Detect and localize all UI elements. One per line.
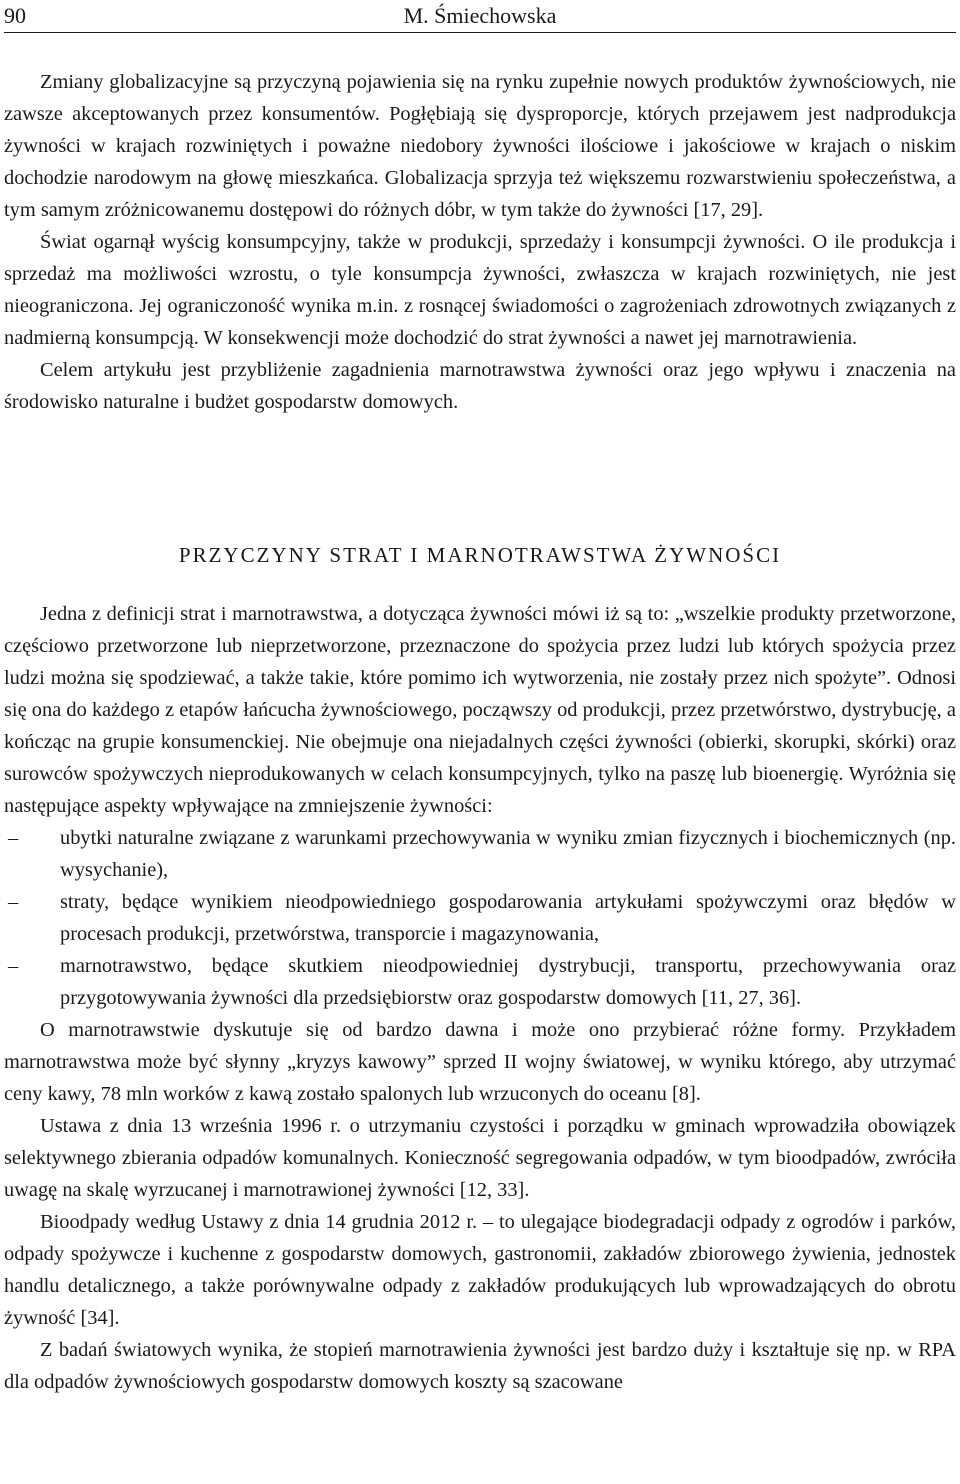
list-item [4,886,956,950]
dash-bullet: – [8,955,19,977]
section-text-block [4,598,956,1398]
list-item [4,950,956,1014]
running-header-author: M. Śmiechowska [403,3,557,28]
dash-bullet: – [8,891,19,913]
list-item-text: marnotrawstwo, będące skutkiem nieodpowiedniej dystrybucji, transportu, przechowywania oraz przygotowywania żywności dla przedsiębiorstw oraz gospodarstw domowych [11, 27, 36]. [60,955,956,1009]
section-paragraph-1: O marnotrawstwie dyskutuje się od bardzo dawna i może ono przybierać różne formy. Przykładem marnotrawstwa może być słynny „kryzys kawowy” sprzed II wojny światowej, w wyniku którego, aby utrzymać ceny kawy, 78 mln worków z kawą zostało spalonych lub wrzuconych do oceanu [8]. [4,1019,956,1105]
list-item-text: ubytki naturalne związane z warunkami przechowywania w wyniku zmian fizycznych i biochemicznych (np. wysychanie), [60,827,956,881]
list-item [4,822,956,886]
section-paragraph-2: Ustawa z dnia 13 września 1996 r. o utrzymaniu czystości i porządku w gminach wprowadziła obowiązek selektywnego zbierania odpadów komunalnych. Konieczność segregowania odpadów, w tym bioodpadów, zwróciła uwagę na skalę wyrzucanej i marnotrawionej żywności [12, 33]. [4,1115,956,1201]
dash-bullet: – [8,827,19,849]
page-number: 90 [4,3,26,28]
running-header [4,2,956,33]
intro-paragraph-2: Świat ogarnął wyścig konsumpcyjny, także w produkcji, sprzedaży i konsumpcji żywności. O ile produkcja i sprzedaż ma możliwości wzrostu, o tyle konsumpcja żywności, zwłaszcza w krajach rozwiniętych, nie jest nieograniczona. Jej ograniczoność wynika m.in. z rosnącej świadomości o zagrożeniach zdrowotnych związanych z nadmierną konsumpcją. W konsekwencji może dochodzić do strat żywności a nawet jej marnotrawienia. [4,231,956,349]
intro-paragraph-3: Celem artykułu jest przybliżenie zagadnienia marnotrawstwa żywności oraz jego wpływu i znaczenia na środowisko naturalne i budżet gospodarstw domowych. [4,359,956,413]
list-item-text: straty, będące wynikiem nieodpowiedniego gospodarowania artykułami spożywczymi oraz błędów w procesach produkcji, przetwórstwa, transporcie i magazynowania, [60,891,956,945]
intro-text-block [4,66,956,418]
section-lead-paragraph: Jedna z definicji strat i marnotrawstwa, a dotycząca żywności mówi iż są to: „wszelkie produkty przetworzone, częściowo przetworzone lub nieprzetworzone, przeznaczone do spożycia przez ludzi lub których spożycia przez ludzi można się spodziewać, a także takie, które pomimo ich wytworzenia, nie zostały przez nich spożyte”. Odnosi się ona do każdego z etapów łańcucha żywnościowego, począwszy od produkcji, przez przetwórstwo, dystrybucję, a kończąc na grupie konsumenckiej. Nie obejmuje ona niejadalnych części żywności (obierki, skorupki, skórki) oraz surowców spożywczych nieprodukowanych w celach konsumpcyjnych, tylko na paszę lub bioenergię. Wyróżnia się następujące aspekty wpływające na zmniejszenie żywności: [4,603,956,817]
section-paragraph-4: Z badań światowych wynika, że stopień marnotrawienia żywności jest bardzo duży i kształtuje się np. w RPA dla odpadów żywnościowych gospodarstw domowych koszty są szacowane [4,1339,956,1393]
section-paragraph-3: Bioodpady według Ustawy z dnia 14 grudnia 2012 r. – to ulegające biodegradacji odpady z ogrodów i parków, odpady spożywcze i kuchenne z gospodarstw domowych, gastronomii, zakładów zbiorowego żywienia, jednostek handlu detalicznego, a także porównywalne odpady z zakładów produkujących lub wprowadzających do obrotu żywność [34]. [4,1211,956,1329]
intro-paragraph-1: Zmiany globalizacyjne są przyczyną pojawienia się na rynku zupełnie nowych produktów żywnościowych, nie zawsze akceptowanych przez konsumentów. Pogłębiają się dysproporcje, których przejawem jest nadprodukcja żywności w krajach rozwiniętych i poważne niedobory żywności ilościowe i jakościowe w krajach o niskim dochodzie narodowym na głowę mieszkańca. Globalizacja sprzyja też większemu rozwarstwieniu społeczeństwa, a tym samym zróżnicowanemu dostępowi do różnych dóbr, w tym także do żywności [17, 29]. [4,71,956,221]
section-heading: PRZYCZYNY STRAT I MARNOTRAWSTWA ŻYWNOŚCI [178,543,782,567]
aspects-list [4,822,956,1014]
